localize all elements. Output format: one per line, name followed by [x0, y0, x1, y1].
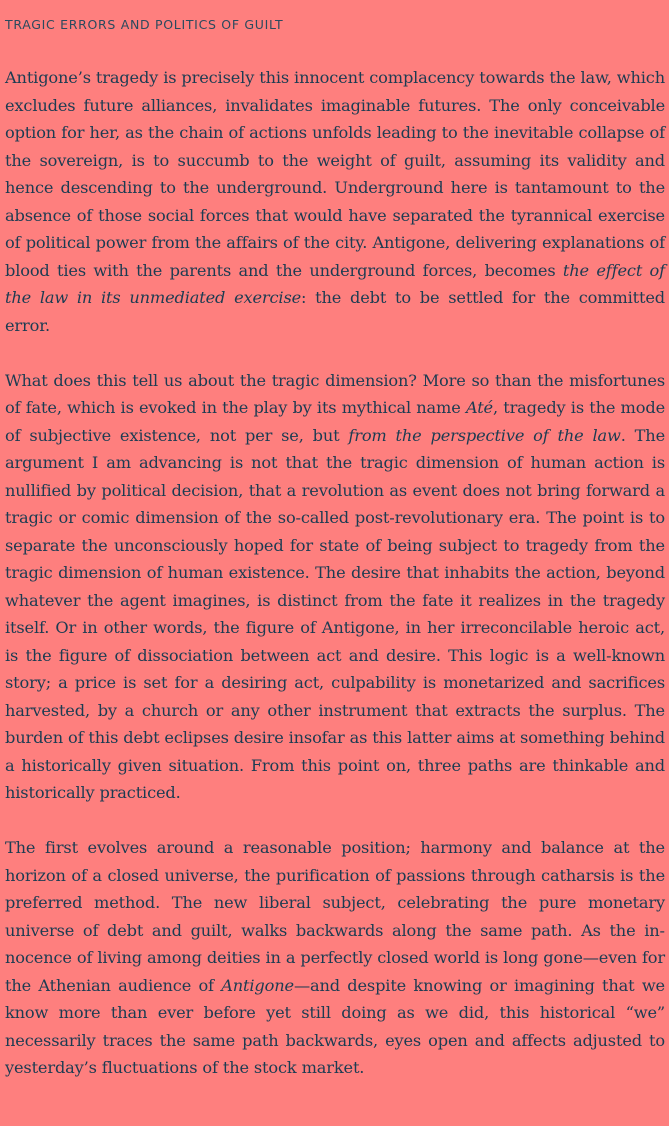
- body-text: [5, 64, 665, 1109]
- italic-run: Até: [465, 398, 493, 417]
- text-run: What does this tell us about the tragic dimension? More so than the misfortunes of fate, which is evoked in the play by its mythical name: [5, 370, 665, 417]
- paragraph-2: [5, 367, 665, 807]
- paragraph-1: [5, 64, 665, 339]
- text-run: : the debt to be settled for the committed error.: [5, 288, 665, 335]
- text-run: Antigone’s tragedy is precisely this innocent complacency towards the law, which excludes future alliances, invalidates imaginable futures. The only conceivable option for her, as the chain of actions unfolds leading to the inevitable collapse of the sovereign, is to succumb to the weight of guilt, assuming its validity and hence descending to the underground. Underground here is tantamount to the absence of those social forces that would have separated the tyrannical exercise of political power from the affairs of the city. Antigone, delivering explanations of blood ties with the parents and the underground forces, becomes: [5, 68, 665, 280]
- text-run: —and despite knowing or imagining that we know more than ever before yet still doing as we did, this historical “we” necessarily traces the same path backwards, eyes open and affects adjusted to yesterday’s fluctuations of the stock market.: [5, 975, 665, 1077]
- text-run: The first evolves around a reasonable position; harmony and balance at the horizon of a closed universe, the purification of passions through catharsis is the preferred method. The new liberal subject, celebrating the pure monetary universe of debt and guilt, walks backwards along the same path. As the innocence of living among deities in a perfectly closed world is long gone—even for the Athenian audience of: [5, 838, 665, 995]
- text-run: , tragedy is the mode of subjective existence, not per se, but: [5, 398, 665, 445]
- text-run: . The argument I am advancing is not that the tragic dimension of human action is nullified by political decision, that a revolution as event does not bring forward a tragic or comic dimension of the so-called post-revolutionary era. The point is to separate the unconsciously hoped for state of being subject to tragedy from the tragic dimension of human existence. The desire that inhabits the action, beyond whatever the agent imagines, is distinct from the fate it realizes in the tragedy itself. Or in other words, the figure of Antigone, in her irreconcilable heroic act, is the figure of dissociation between act and desire. This logic is a well-known story; a price is set for a desiring act, culpability is monetarized and sacrifices harvested, by a church or any other instrument that extracts the surplus. The burden of this debt eclipses desire insofar as this latter aims at something behind a historically given situation. From this point on, three paths are thinkable and historically practiced.: [5, 425, 666, 802]
- paragraph-3: [5, 834, 665, 1082]
- running-head: TRAGIC ERRORS AND POLITICS OF GUILT: [5, 17, 284, 32]
- italic-run: the effect of the law in its unmediated exercise: [5, 260, 665, 307]
- italic-run: Antigone: [221, 975, 294, 995]
- italic-run: from the perspective of the law: [348, 425, 621, 445]
